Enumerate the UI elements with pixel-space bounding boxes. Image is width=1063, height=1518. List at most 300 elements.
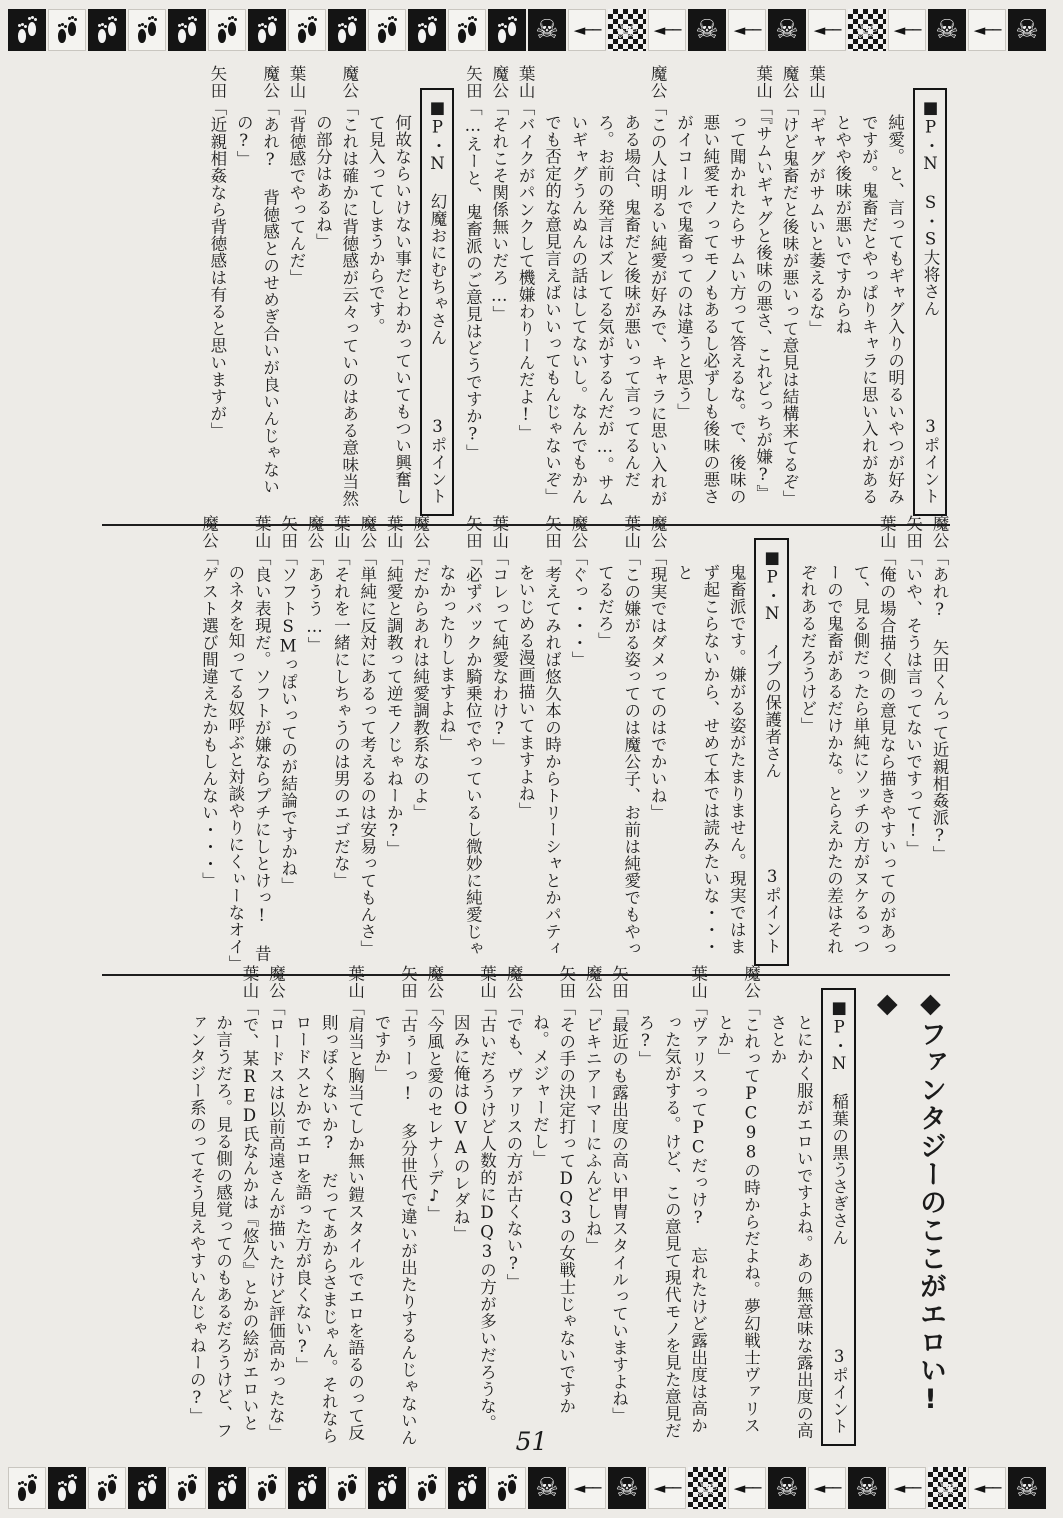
speech-text: 「俺の場合描く側の意見なら描きやすいってのがあって、見る側だったら単純にソッチの方がヌケるっつーので鬼畜があるだけかな。とらえかたの差はそれぞれあるだろうけど」 bbox=[798, 548, 897, 957]
bottom-decorative-border bbox=[8, 1466, 1055, 1510]
footprint-right bbox=[508, 1480, 516, 1494]
dialogue-line bbox=[203, 64, 229, 516]
footprint-right bbox=[108, 1480, 116, 1494]
speaker-name: 矢田 bbox=[278, 514, 298, 549]
dialogue-line bbox=[288, 964, 367, 1446]
skull-crossbones-icon: ☠ bbox=[695, 15, 719, 45]
section-divider bbox=[102, 974, 950, 976]
footprints-icon bbox=[376, 1475, 398, 1501]
speaker-name: 魔公 bbox=[199, 514, 219, 549]
footprint-left bbox=[178, 29, 186, 43]
footprints-icon bbox=[376, 17, 398, 43]
speech-text: 「この人は明るい純愛が好みで、キャラに思い入れがある場合、鬼畜だと後味が悪いって言ってるんだろ。お前の発言はズレてる気がするんだが…。サムいギャグうんぬんの話はしてないし。なんでもかんでも否定的な意見言えばいいってもんじゃないぞ」 bbox=[542, 98, 668, 508]
top-decorative-border bbox=[8, 8, 1055, 52]
dialogue-line bbox=[899, 514, 925, 966]
footprint-right bbox=[268, 22, 276, 36]
footprints-icon bbox=[168, 9, 206, 51]
speech-text: 「だからあれは純愛調教系なのよ」 bbox=[410, 548, 430, 821]
skull-crossbones-icon bbox=[608, 1467, 646, 1509]
skull-crossbones-icon bbox=[848, 1467, 886, 1509]
dialogue-line bbox=[802, 64, 828, 516]
footprints-icon bbox=[296, 17, 318, 43]
footprints-icon bbox=[176, 1475, 198, 1501]
dialogue-line bbox=[565, 514, 591, 966]
speaker-name: 葉山 bbox=[345, 964, 365, 999]
footprints-icon bbox=[408, 1467, 446, 1509]
footprint-left bbox=[218, 1487, 226, 1501]
speaker-name: 葉山 bbox=[287, 64, 307, 99]
speech-text: 「それこそ関係無いだろ…」 bbox=[489, 98, 509, 322]
reader-pen-name: ■P・N イブの保護者さん bbox=[762, 548, 782, 779]
footprint-right bbox=[148, 22, 156, 36]
speech-text: 「ロードスは以前高遠さんが描いたけど評価高かったな」 bbox=[266, 998, 286, 1441]
speech-text: 「あれ? 背徳感とのせめぎ合いが良いんじゃないの?」 bbox=[234, 98, 280, 495]
footprints-icon bbox=[56, 17, 78, 43]
footprints-icon bbox=[408, 9, 446, 51]
dialogue-line bbox=[353, 514, 379, 966]
dialogue-line bbox=[632, 964, 711, 1446]
footprints-icon bbox=[328, 9, 366, 51]
dialogue-line bbox=[644, 514, 670, 966]
skull-crossbones-icon: ☠ bbox=[775, 1473, 799, 1503]
dialogue-line bbox=[221, 514, 274, 972]
speaker-name: 矢田 bbox=[903, 514, 923, 549]
skull-crossbones-icon: ☠ bbox=[935, 15, 959, 45]
dialogue-line bbox=[406, 514, 432, 966]
footprint-right bbox=[468, 1480, 476, 1494]
footprint-right bbox=[28, 22, 36, 36]
page-number: 51 bbox=[515, 1427, 548, 1456]
footprints-icon bbox=[128, 1467, 166, 1509]
footprints-icon bbox=[296, 1475, 318, 1501]
arrow-left-icon: ◄── bbox=[573, 1478, 601, 1497]
footprint-right bbox=[428, 22, 436, 36]
footprint-right bbox=[268, 1480, 276, 1494]
reader-header-box bbox=[821, 988, 855, 1446]
speaker-name: 葉山 bbox=[753, 64, 773, 99]
footprint-right bbox=[188, 1480, 196, 1494]
dialogue-line bbox=[327, 514, 353, 966]
footprints-icon bbox=[136, 1475, 158, 1501]
dialogue-line bbox=[420, 964, 446, 1446]
footprints-icon bbox=[88, 9, 126, 51]
speaker-name: 魔公 bbox=[648, 514, 668, 549]
footprints-icon bbox=[368, 1467, 406, 1509]
arrow-left-icon bbox=[728, 9, 766, 51]
footprints-icon bbox=[16, 17, 38, 43]
footprint-left bbox=[338, 29, 346, 43]
footprint-left bbox=[378, 1487, 386, 1501]
footprint-left bbox=[98, 1487, 106, 1501]
arrow-left-icon: ◄── bbox=[573, 20, 601, 39]
speech-text: 「あれ? 矢田くんって近親相姦派?」 bbox=[930, 548, 949, 862]
skull-crossbones-icon bbox=[768, 9, 806, 51]
reader-comment: 何故ならいけない事だとわかっていてもつい興奮して見入ってしまうからです。 bbox=[366, 114, 412, 505]
speaker-name: 葉山 bbox=[477, 964, 497, 999]
speech-text: 「古ぅーっ! 多分世代で違いが出たりするんじゃないんですか」 bbox=[371, 998, 418, 1446]
speech-text: 「最近のも露出度の高い甲冑スタイルっていますよね」 bbox=[609, 998, 629, 1424]
speech-text: 「ぐっ・・・」 bbox=[568, 548, 588, 668]
skull-crossbones-icon: ☠ bbox=[935, 1473, 959, 1503]
footprint-right bbox=[108, 22, 116, 36]
arrow-left-icon bbox=[888, 1467, 926, 1509]
speech-text: 「ビキニアーマーにふんどしね」 bbox=[583, 998, 603, 1254]
arrow-left-icon bbox=[808, 1467, 846, 1509]
speech-text: 「それを一緒にしちゃうのは男のエゴだな」 bbox=[331, 548, 351, 889]
speech-text: 「ギャグがサムいと萎えるな」 bbox=[806, 98, 826, 337]
speaker-name: 魔公 bbox=[424, 964, 444, 999]
footprints-icon bbox=[176, 17, 198, 43]
reader-points: 3ポイント bbox=[921, 416, 940, 504]
speaker-name: 魔公 bbox=[930, 514, 949, 549]
dialogue-line bbox=[579, 964, 605, 1446]
speaker-name: 矢田 bbox=[556, 964, 576, 999]
footprint-right bbox=[508, 22, 516, 36]
footprints-icon bbox=[88, 1467, 126, 1509]
footprints-icon bbox=[16, 1475, 38, 1501]
footprint-left bbox=[138, 1487, 146, 1501]
arrow-left-icon bbox=[648, 1467, 686, 1509]
speech-text: 「コレって純愛なわけ?」 bbox=[489, 548, 509, 755]
speech-text: 「現実ではダメってのはでかいね」 bbox=[648, 548, 668, 821]
speech-text: 「単純に反対にあるって考えるのは安易ってもんさ」 bbox=[357, 548, 377, 957]
footprint-left bbox=[418, 1487, 426, 1501]
footprints-icon bbox=[488, 9, 526, 51]
footprint-left bbox=[258, 29, 266, 43]
speaker-name: 葉山 bbox=[621, 514, 641, 549]
dialogue-line bbox=[605, 964, 631, 1446]
footprints-icon bbox=[456, 1475, 478, 1501]
speaker-name: 魔公 bbox=[339, 64, 359, 99]
reader-pen-name: ■P・N S・S大将さん bbox=[921, 98, 940, 317]
dialogue-line bbox=[591, 514, 644, 966]
speaker-name: 葉山 bbox=[516, 64, 536, 99]
speech-text: 「ゲスト選び間違えたかもしんない・・・」 bbox=[199, 548, 219, 889]
speaker-name: 魔公 bbox=[305, 514, 325, 549]
skull-crossbones-icon bbox=[1008, 9, 1046, 51]
footprint-right bbox=[28, 1480, 36, 1494]
dialogue-line bbox=[380, 514, 406, 966]
dialogue-line bbox=[794, 514, 900, 966]
arrow-left-icon: ◄── bbox=[893, 1478, 921, 1497]
footprints-icon bbox=[208, 9, 246, 51]
speech-text: 「その手の決定打ってDQ3の女戦士じゃないですかね。メジャーだし」 bbox=[530, 998, 576, 1414]
footprints-icon bbox=[336, 17, 358, 43]
reader-pen-name: ■P・N 稲葉の黒うさぎさん bbox=[829, 998, 849, 1246]
speaker-name: 魔公 bbox=[260, 64, 280, 99]
dialogue-line bbox=[368, 964, 421, 1446]
speaker-name: 魔公 bbox=[503, 964, 523, 999]
footprints-icon bbox=[496, 17, 518, 43]
speech-text: 「いや、そうは言ってないですって!」 bbox=[903, 548, 923, 857]
dialogue-line bbox=[459, 64, 485, 516]
footprint-right bbox=[68, 22, 76, 36]
speaker-name: 葉山 bbox=[688, 964, 708, 999]
speaker-name: 葉山 bbox=[806, 64, 826, 99]
footprint-right bbox=[308, 1480, 316, 1494]
footprint-left bbox=[138, 29, 146, 43]
text-section-s2 bbox=[100, 514, 952, 972]
footprints-icon bbox=[48, 9, 86, 51]
footprint-right bbox=[348, 22, 356, 36]
footprints-icon bbox=[96, 1475, 118, 1501]
footprints-icon bbox=[496, 1475, 518, 1501]
dialogue-line bbox=[512, 64, 538, 516]
speaker-name: 矢田 bbox=[207, 64, 227, 99]
footprint-left bbox=[58, 1487, 66, 1501]
skull-crossbones-icon: ☠ bbox=[535, 1473, 559, 1503]
dialogue-line bbox=[526, 964, 579, 1446]
speaker-name: 葉山 bbox=[240, 964, 260, 999]
speech-text: 「古いだろうけど人数的にDQ3の方が多いだろうな。因みに俺はOVAのレダね」 bbox=[451, 998, 497, 1431]
arrow-left-icon bbox=[568, 9, 606, 51]
arrow-left-icon bbox=[568, 1467, 606, 1509]
arrow-left-icon bbox=[968, 9, 1006, 51]
speech-text: 「必ずバックか騎乗位でやっているし微妙に純愛じゃなかったりしますよね」 bbox=[436, 548, 483, 957]
reader-header-box bbox=[913, 88, 947, 516]
footprint-left bbox=[338, 1487, 346, 1501]
dialogue-line bbox=[926, 514, 952, 966]
footprint-right bbox=[348, 1480, 356, 1494]
speech-text: 「でも、ヴァリスの方が古くない?」 bbox=[503, 998, 523, 1290]
speech-text: 「あうう…」 bbox=[305, 548, 325, 653]
reader-comment: 純愛。と、言ってもギャグ入りの明るいやつが好みですが。鬼畜だとやっぱりキャラに思い入れがあるとやや後味が悪いですからね bbox=[832, 114, 905, 505]
speaker-name: 魔公 bbox=[648, 64, 668, 99]
arrow-left-icon bbox=[888, 9, 926, 51]
dialogue-line bbox=[183, 964, 262, 1446]
arrow-left-icon: ◄── bbox=[813, 20, 841, 39]
speaker-name: 魔公 bbox=[357, 514, 377, 549]
dialogue-line bbox=[301, 514, 327, 966]
skull-crossbones-icon bbox=[528, 9, 566, 51]
speaker-name: 魔公 bbox=[741, 964, 761, 999]
arrow-left-icon: ◄── bbox=[653, 1478, 681, 1497]
skull-crossbones-icon: ☠ bbox=[1015, 15, 1039, 45]
footprints-icon bbox=[216, 1475, 238, 1501]
footprint-left bbox=[178, 1487, 186, 1501]
speaker-name: 葉山 bbox=[331, 514, 351, 549]
speech-text: 「これは確かに背徳感が云々っていのはある意味当然の部分はあるね」 bbox=[313, 98, 359, 507]
speaker-name: 葉山 bbox=[877, 514, 897, 549]
speech-text: 「考えてみれば悠久本の時からトリーシャとかパティをいじめる漫画描いてますよね」 bbox=[516, 548, 562, 957]
footprint-left bbox=[458, 1487, 466, 1501]
speaker-name: 矢田 bbox=[463, 64, 483, 99]
arrow-left-icon bbox=[728, 1467, 766, 1509]
arrow-left-icon: ◄── bbox=[653, 20, 681, 39]
footprints-icon bbox=[488, 1467, 526, 1509]
dialogue-line bbox=[500, 964, 526, 1446]
footprints-icon bbox=[368, 9, 406, 51]
footprints-icon bbox=[8, 1467, 46, 1509]
speaker-name: 葉山 bbox=[489, 514, 509, 549]
dialogue-line bbox=[485, 514, 511, 966]
footprint-left bbox=[18, 1487, 26, 1501]
skull-crossbones-icon bbox=[928, 1467, 966, 1509]
speech-text: 「純愛と調教って逆モノじゃねーか?」 bbox=[384, 548, 404, 857]
speaker-name: 矢田 bbox=[398, 964, 418, 999]
skull-crossbones-icon bbox=[608, 9, 646, 51]
footprints-icon bbox=[328, 1467, 366, 1509]
arrow-left-icon: ◄── bbox=[973, 1478, 1001, 1497]
footprint-left bbox=[18, 29, 26, 43]
arrow-left-icon: ◄── bbox=[733, 20, 761, 39]
dialogue-line bbox=[283, 64, 309, 516]
footprints-icon bbox=[248, 9, 286, 51]
arrow-left-icon: ◄── bbox=[813, 1478, 841, 1497]
reader-comment: 鬼畜派です。嫌がる姿がたまりません。現実ではまず起こらないから、せめて本では読みたいな・・・と bbox=[674, 564, 747, 955]
dialogue-line bbox=[274, 514, 300, 966]
speech-text: 「今風と愛のセレナ～デ♪」 bbox=[424, 998, 444, 1222]
speaker-name: 魔公 bbox=[780, 64, 800, 99]
reader-header-box bbox=[754, 538, 788, 966]
speech-text: 「肩当と胸当てしか無い鎧スタイルでエロを語るのって反則っぽくないか? だってあからさまじゃん。それならロードスとかでエロを語った方が良くない?」 bbox=[292, 998, 365, 1444]
skull-crossbones-icon bbox=[688, 9, 726, 51]
footprint-right bbox=[308, 22, 316, 36]
footprint-left bbox=[58, 29, 66, 43]
speech-text: 「この嫌がる姿ってのは魔公子、お前は純愛でもやってるだろ」 bbox=[595, 548, 641, 957]
speaker-name: 葉山 bbox=[252, 514, 272, 549]
skull-crossbones-icon bbox=[688, 1467, 726, 1509]
speaker-name: 葉山 bbox=[384, 514, 404, 549]
footprint-right bbox=[228, 22, 236, 36]
footprints-icon bbox=[256, 1475, 278, 1501]
reader-points: 3ポイント bbox=[762, 866, 782, 954]
arrow-left-icon bbox=[968, 1467, 1006, 1509]
skull-crossbones-icon: ☠ bbox=[1015, 1473, 1039, 1503]
speech-text: 「これってPC98の時からだよね。夢幻戦士ヴァリスとか」 bbox=[715, 998, 761, 1434]
speech-text: 「ヴァリスってPCだっけ? 忘れたけど露出度は高かった気がする。けど、この意見て現代モノを見た意見だろ?」 bbox=[635, 998, 708, 1439]
text-section-s1 bbox=[100, 64, 952, 516]
arrow-left-icon bbox=[808, 9, 846, 51]
footprint-left bbox=[298, 29, 306, 43]
speech-text: 「で、某RED氏なんかは『悠久』とかの絵がエロいとか言うだろ。見る側の感覚ってのもあるだろうけど、ファンタジー系のってそう見えやすいんじゃねーの?」 bbox=[187, 998, 260, 1439]
footprint-right bbox=[428, 1480, 436, 1494]
footprints-icon bbox=[448, 9, 486, 51]
speaker-name: 魔公 bbox=[410, 514, 430, 549]
footprint-right bbox=[468, 22, 476, 36]
footprint-right bbox=[388, 22, 396, 36]
footprint-right bbox=[148, 1480, 156, 1494]
arrow-left-icon: ◄── bbox=[973, 20, 1001, 39]
dialogue-line bbox=[433, 514, 486, 966]
footprint-left bbox=[98, 29, 106, 43]
reader-points: 3ポイント bbox=[427, 416, 447, 504]
section-divider bbox=[102, 524, 950, 526]
skull-crossbones-icon: ☠ bbox=[855, 15, 879, 45]
section-title: ◆ファンタジーのここがエロい!◆ bbox=[871, 988, 946, 1416]
reader-comment: とにかく服がエロいですよね。あの無意味な露出度の高さとか bbox=[767, 1014, 814, 1439]
footprints-icon bbox=[448, 1467, 486, 1509]
dialogue-line bbox=[485, 64, 511, 516]
footprint-left bbox=[218, 29, 226, 43]
footprints-icon bbox=[8, 9, 46, 51]
skull-crossbones-icon bbox=[928, 9, 966, 51]
skull-crossbones-icon bbox=[528, 1467, 566, 1509]
speech-text: 「背徳感でやってんだ」 bbox=[287, 98, 307, 286]
speaker-name: 魔公 bbox=[568, 514, 588, 549]
footprint-left bbox=[458, 29, 466, 43]
skull-crossbones-icon: ☠ bbox=[535, 15, 559, 45]
speaker-name: 魔公 bbox=[583, 964, 603, 999]
footprints-icon bbox=[248, 1467, 286, 1509]
speaker-name: 魔公 bbox=[266, 964, 286, 999]
footprints-icon bbox=[168, 1467, 206, 1509]
footprint-left bbox=[498, 1487, 506, 1501]
skull-crossbones-icon: ☠ bbox=[615, 15, 639, 45]
footprints-icon bbox=[208, 1467, 246, 1509]
speech-text: 「良い表現だ。ソフトが嫌ならプチにしとけっ! 昔のネタを知ってる奴呼ぶと対談やりにくぃーなオイ」 bbox=[225, 548, 272, 972]
footprints-icon bbox=[336, 1475, 358, 1501]
footprint-left bbox=[298, 1487, 306, 1501]
speaker-name: 矢田 bbox=[463, 514, 483, 549]
footprints-icon bbox=[96, 17, 118, 43]
footprints-icon bbox=[136, 17, 158, 43]
footprint-left bbox=[378, 29, 386, 43]
dialogue-line bbox=[195, 514, 221, 966]
dialogue-line bbox=[538, 64, 670, 516]
dialogue-line bbox=[447, 964, 500, 1446]
speech-text: 「『サムいギャグと後味の悪さ、これどっちが嫌?』って聞かれたらサムい方って答えるな。で、後味の悪い純愛モノってモノもあるし必ずしも後味の悪さがイコールで鬼畜ってのは違うと思う」 bbox=[674, 98, 773, 505]
dialogue-line bbox=[670, 64, 776, 516]
footprint-right bbox=[388, 1480, 396, 1494]
skull-crossbones-icon: ☠ bbox=[695, 1473, 719, 1503]
skull-crossbones-icon bbox=[1008, 1467, 1046, 1509]
footprints-icon bbox=[256, 17, 278, 43]
footprints-icon bbox=[288, 1467, 326, 1509]
footprints-icon bbox=[416, 1475, 438, 1501]
arrow-left-icon: ◄── bbox=[893, 20, 921, 39]
speech-text: 「バイクがパンクして機嫌わりーんだよ!」 bbox=[516, 98, 536, 441]
footprints-icon bbox=[48, 1467, 86, 1509]
skull-crossbones-icon bbox=[848, 9, 886, 51]
footprints-icon bbox=[416, 17, 438, 43]
speaker-name: 矢田 bbox=[609, 964, 629, 999]
skull-crossbones-icon bbox=[768, 1467, 806, 1509]
footprints-icon bbox=[216, 17, 238, 43]
dialogue-line bbox=[309, 64, 362, 516]
page-content bbox=[100, 64, 952, 1446]
footprint-left bbox=[418, 29, 426, 43]
reader-header-box bbox=[420, 88, 454, 516]
footprints-icon bbox=[456, 17, 478, 43]
reader-pen-name: ■P・N 幻魔おにむちゃさん bbox=[427, 98, 447, 346]
skull-crossbones-icon: ☠ bbox=[855, 1473, 879, 1503]
footprint-right bbox=[228, 1480, 236, 1494]
dialogue-line bbox=[776, 64, 802, 516]
skull-crossbones-icon: ☠ bbox=[615, 1473, 639, 1503]
arrow-left-icon: ◄── bbox=[733, 1478, 761, 1497]
footprints-icon bbox=[56, 1475, 78, 1501]
footprint-right bbox=[188, 22, 196, 36]
footprint-left bbox=[258, 1487, 266, 1501]
speaker-name: 魔公 bbox=[489, 64, 509, 99]
speech-text: 「ソフトSMっぽいってのが結論ですかね」 bbox=[278, 548, 298, 894]
footprint-right bbox=[68, 1480, 76, 1494]
speech-text: 「近親相姦なら背徳感は有ると思いますが」 bbox=[207, 98, 227, 439]
footprint-left bbox=[498, 29, 506, 43]
speaker-name: 矢田 bbox=[542, 514, 562, 549]
arrow-left-icon bbox=[648, 9, 686, 51]
speech-text: 「けど鬼畜だと後味が悪いって意見は結構来てるぞ」 bbox=[780, 98, 800, 507]
dialogue-line bbox=[711, 964, 764, 1446]
reader-points: 3ポイント bbox=[829, 1346, 849, 1434]
dialogue-line bbox=[230, 64, 283, 516]
skull-crossbones-icon: ☠ bbox=[775, 15, 799, 45]
dialogue-line bbox=[512, 514, 565, 966]
dialogue-line bbox=[262, 964, 288, 1446]
footprints-icon bbox=[288, 9, 326, 51]
text-section-s3 bbox=[100, 964, 952, 1446]
